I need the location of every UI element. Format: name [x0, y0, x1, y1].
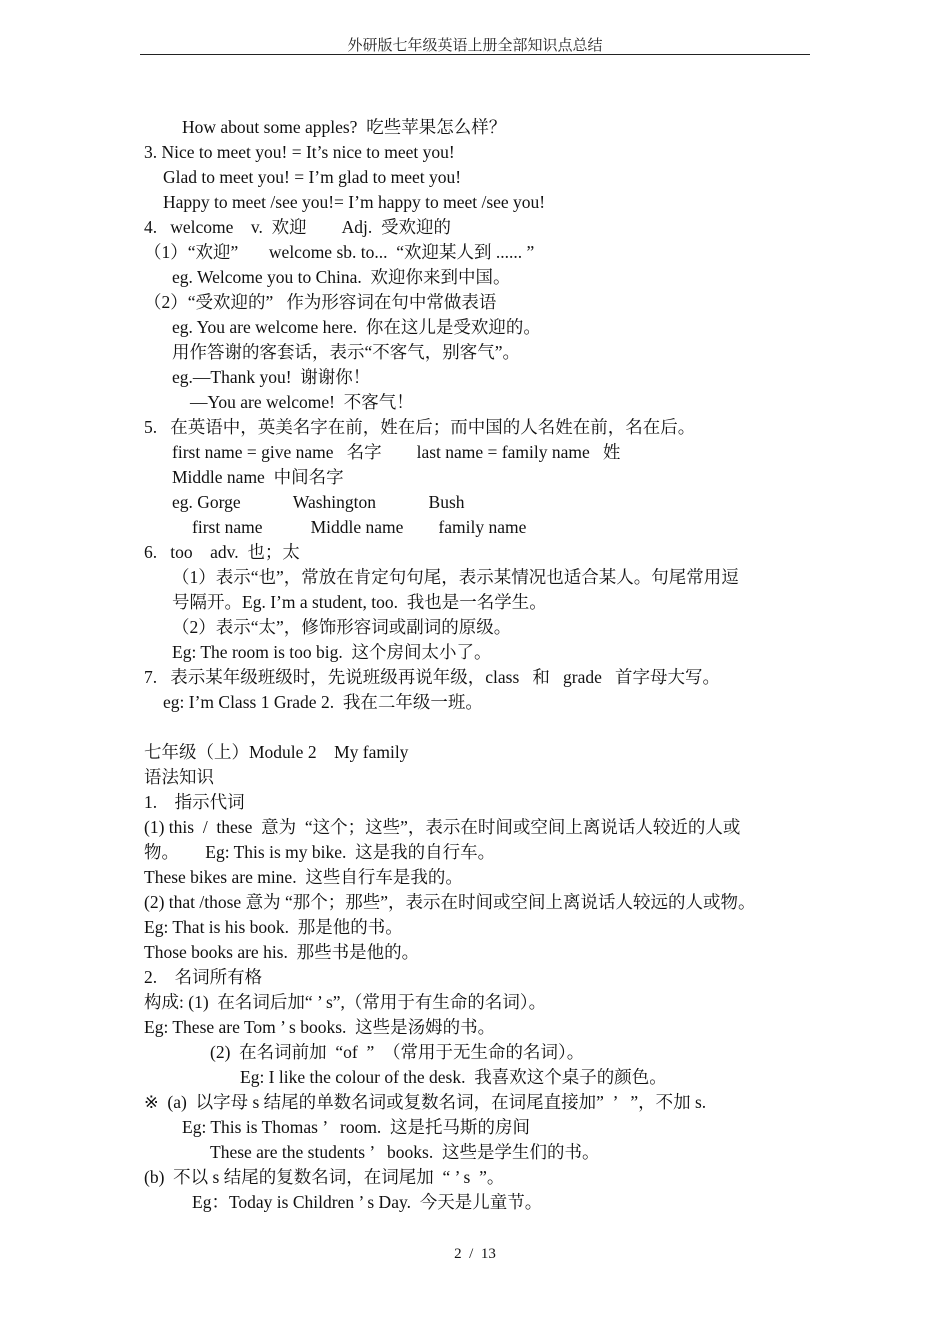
- text-line: eg.—Thank you! 谢谢你！: [172, 367, 371, 387]
- text-line: 4. welcome v. 欢迎 Adj. 受欢迎的: [144, 217, 452, 237]
- text-line: （2）表示“太”，修饰形容词或副词的原级。: [172, 617, 512, 637]
- text-line: eg. Welcome you to China. 欢迎你来到中国。: [172, 267, 511, 287]
- header-divider: [140, 54, 810, 55]
- text-line: Eg: That is his book. 那是他的书。: [144, 917, 403, 937]
- text-line: 1. 指示代词: [144, 792, 245, 812]
- text-line: 用作答谢的客套话，表示“不客气，别客气”。: [172, 342, 521, 362]
- text-line: —You are welcome! 不客气！: [190, 392, 414, 412]
- text-line: （2）“受欢迎的” 作为形容词在句中常做表语: [144, 292, 497, 312]
- text-line: (2) 在名词前加 “of ” （常用于无生命的名词）。: [210, 1042, 585, 1062]
- text-line: Eg: The room is too big. 这个房间太小了。: [172, 642, 492, 662]
- text-line: Eg: I like the colour of the desk. 我喜欢这个桌子的颜色。: [240, 1067, 667, 1087]
- text-line: These bikes are mine. 这些自行车是我的。: [144, 867, 463, 887]
- text-line: Eg：Today is Children ’ s Day. 今天是儿童节。: [192, 1192, 543, 1212]
- text-line: Eg: These are Tom ’ s books. 这些是汤姆的书。: [144, 1017, 496, 1037]
- text-line: Glad to meet you! = I’m glad to meet you!: [163, 167, 462, 187]
- text-line: eg. Gorge Washington Bush: [172, 492, 465, 512]
- text-line: 7. 表示某年级班级时，先说班级再说年级，class 和 grade 首字母大写。: [144, 667, 721, 687]
- section-title: 七年级（上）Module 2 My family: [144, 742, 409, 762]
- text-line: 构成: (1) 在名词后加“ ’ s”,（常用于有生命的名词）。: [144, 992, 547, 1012]
- text-line: eg: I’m Class 1 Grade 2. 我在二年级一班。: [163, 692, 483, 712]
- text-line: These are the students ’ books. 这些是学生们的书。: [210, 1142, 600, 1162]
- text-line: 3. Nice to meet you! = It’s nice to meet you!: [144, 142, 455, 162]
- text-line: (1) this / these 意为 “这个；这些”，表示在时间或空间上离说话人较近的人或: [144, 817, 741, 837]
- text-line: 6. too adv. 也；太: [144, 542, 300, 562]
- text-line: 物。 Eg: This is my bike. 这是我的自行车。: [144, 842, 496, 862]
- text-line: Middle name 中间名字: [172, 467, 344, 487]
- text-line: Eg: This is Thomas ’ room. 这是托马斯的房间: [182, 1117, 531, 1137]
- text-line: （1）表示“也”，常放在肯定句句尾，表示某情况也适合某人。句尾常用逗: [172, 567, 739, 587]
- text-line: ※ (a) 以字母 s 结尾的单数名词或复数名词，在词尾直接加” ’ ”，不加 s.: [144, 1092, 707, 1112]
- text-line: 号隔开。Eg. I’m a student, too. 我也是一名学生。: [172, 592, 547, 612]
- text-line: （1）“欢迎” welcome sb. to... “欢迎某人到 ...... ”: [144, 242, 535, 262]
- text-line: eg. You are welcome here. 你在这儿是受欢迎的。: [172, 317, 541, 337]
- text-line: How about some apples? 吃些苹果怎么样？: [182, 117, 507, 137]
- text-line: 5. 在英语中，英美名字在前，姓在后；而中国的人名姓在前，名在后。: [144, 417, 696, 437]
- text-line: Happy to meet /see you!= I’m happy to meet /see you!: [163, 192, 546, 212]
- page-number: 2 / 13: [454, 1246, 496, 1262]
- text-line: 2. 名词所有格: [144, 967, 263, 987]
- text-line: (2) that /those 意为 “那个；那些”，表示在时间或空间上离说话人较远的人或物。: [144, 892, 756, 912]
- text-line: first name Middle name family name: [192, 517, 527, 537]
- text-line: Those books are his. 那些书是他的。: [144, 942, 420, 962]
- text-line: (b) 不以 s 结尾的复数名词，在词尾加 “ ’ s ”。: [144, 1167, 505, 1187]
- text-line: first name = give name 名字 last name = family name 姓: [172, 442, 621, 462]
- running-header: 外研版七年级英语上册全部知识点总结: [347, 38, 603, 54]
- section-subtitle: 语法知识: [144, 767, 214, 787]
